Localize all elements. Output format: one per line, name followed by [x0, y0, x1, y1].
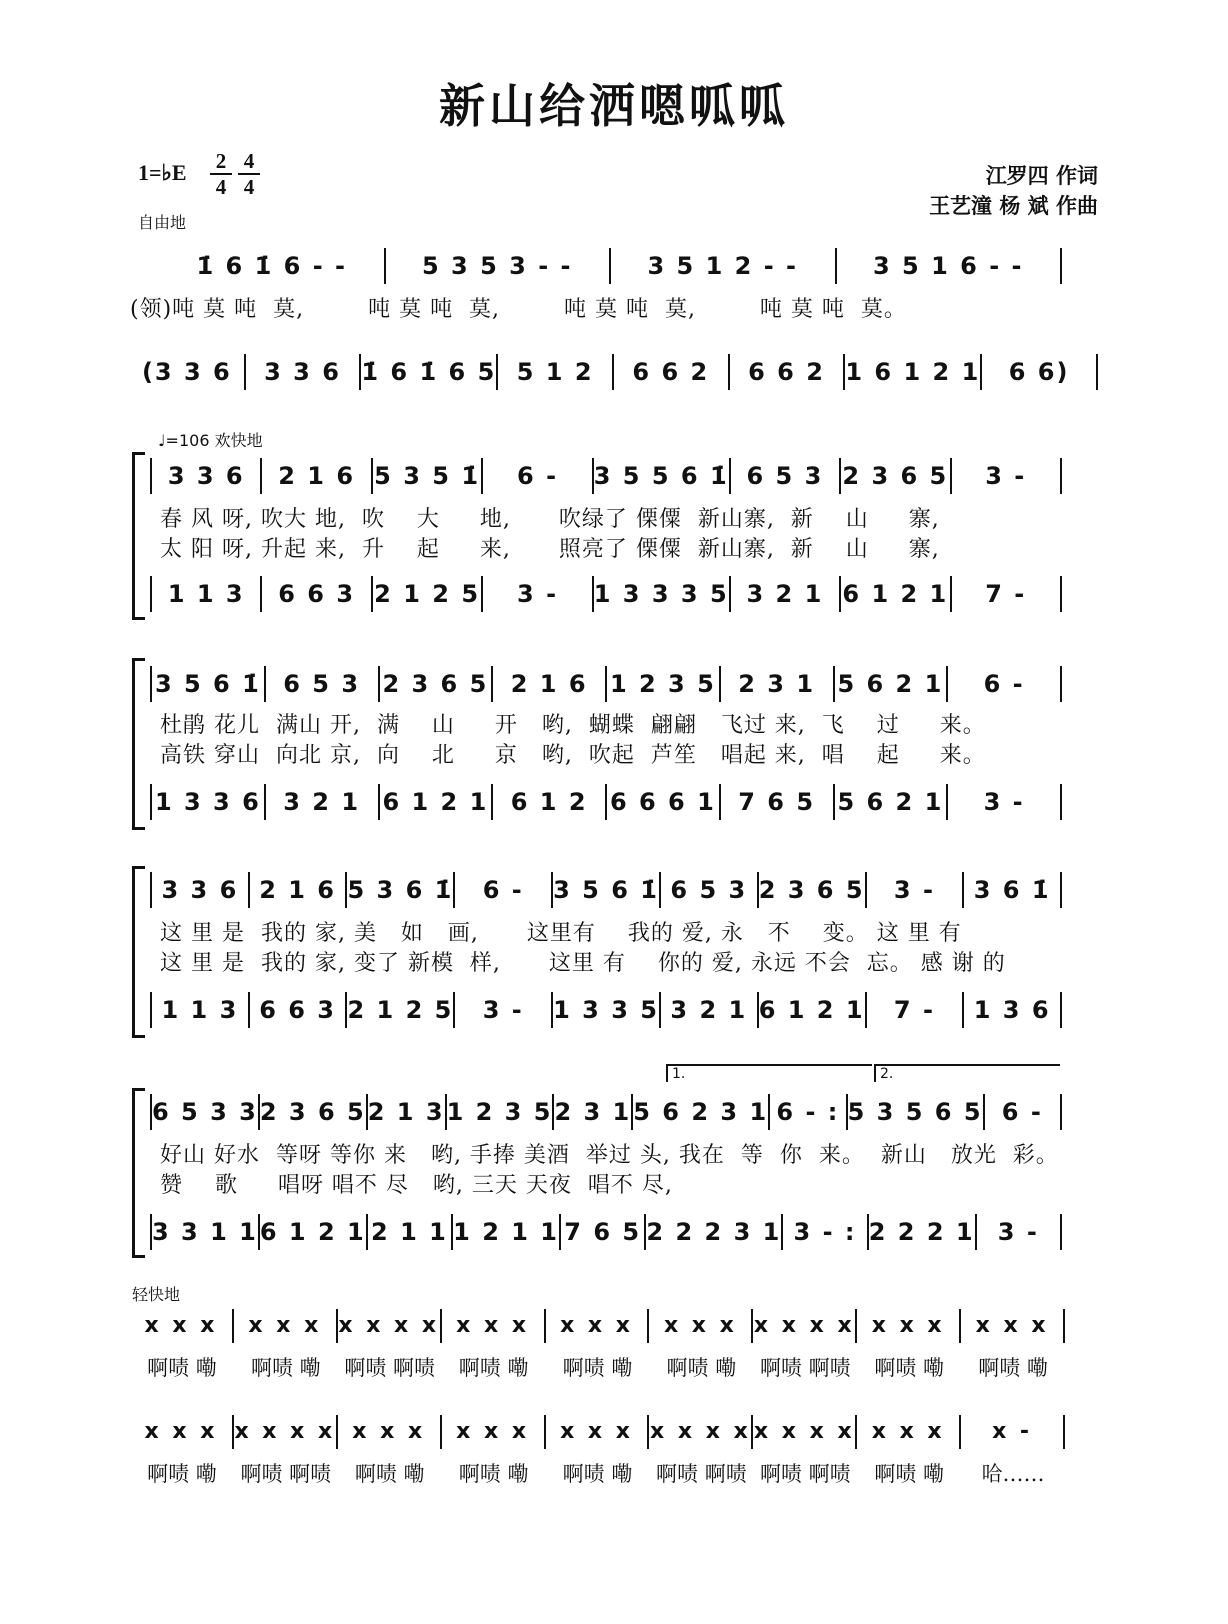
- measure: 3 3 6: [150, 458, 262, 494]
- measure: x x x x: [649, 1415, 753, 1449]
- lyric-syllables: 啊啧 嘞: [458, 1356, 529, 1380]
- measure: x x x: [857, 1415, 961, 1449]
- measure: 1 2 1 1: [453, 1214, 561, 1250]
- key-signature: 1=♭E: [138, 160, 187, 185]
- measure: x x x: [857, 1309, 961, 1343]
- measure: x x x x: [753, 1309, 857, 1343]
- measure: 7 6 5: [721, 784, 835, 820]
- system-bracket: [132, 866, 145, 1038]
- lyric-syllables: 啊啧 啊啧: [240, 1462, 332, 1486]
- lyric-syllables: 啊啧 嘞: [562, 1462, 633, 1486]
- measure: 3 3 6: [246, 354, 362, 390]
- harmony-staff: [150, 1212, 1062, 1252]
- measure: 1̇ 6 1̇ 6 - -: [160, 248, 386, 284]
- composer-credit: 王艺潼 杨 斌 作曲: [929, 194, 1098, 218]
- measure: 5 3 5 6 5: [848, 1094, 985, 1130]
- measure: x x x: [234, 1309, 338, 1343]
- measure: 6 5 3 3: [150, 1094, 260, 1130]
- measure: 3 5 1 2 - -: [611, 248, 837, 284]
- measure: 3 -: [977, 1214, 1062, 1250]
- measure: x x x: [338, 1415, 442, 1449]
- measure: 7 -: [952, 576, 1062, 612]
- measure: 3 2 1: [661, 992, 759, 1028]
- measure: x x x: [442, 1415, 546, 1449]
- lyricist-credit: 江罗四 作词: [985, 164, 1098, 188]
- measure: 2 1 6: [493, 666, 607, 702]
- melody-staff: [150, 1092, 1062, 1132]
- lyric-line-1: 好山 好水 等呀 等你 来 哟, 手捧 美酒 举过 头, 我在 等 你 来。 新山 放光 彩。: [160, 1143, 1059, 1168]
- measure: 6 -: [948, 666, 1062, 702]
- lyric-syllables: 啊啧 嘞: [874, 1462, 945, 1486]
- measure: 2 2 2 1: [869, 1214, 977, 1250]
- measure: x x x x: [753, 1415, 857, 1449]
- measure: 5 3 5 1̇: [373, 458, 483, 494]
- rhythm-staff: [130, 1412, 1065, 1452]
- measure: 1 1 3: [150, 576, 262, 612]
- lyric-syllables: 啊啧 啊啧: [656, 1462, 747, 1486]
- lyric-syllables: 啊啧 嘞: [250, 1356, 321, 1380]
- rhythm-staff: [130, 1306, 1065, 1346]
- lyric-line-2: 这 里 是 我的 家, 变了 新模 样, 这里 有 你的 爱, 永远 不会 忘。 感 谢 的: [160, 951, 1006, 976]
- measure: 3 5 6 1̇: [150, 666, 266, 702]
- measure: 1 3 3 6: [150, 784, 266, 820]
- melody-staff: [150, 870, 1062, 910]
- measure: 6 -: [985, 1094, 1062, 1130]
- measure: 3 2 1: [731, 576, 841, 612]
- measure: 3 -: [455, 992, 553, 1028]
- measure: x x x: [546, 1415, 650, 1449]
- tempo-marking-main: ♩=106 欢快地: [158, 431, 263, 450]
- time-signature-2-4: 2 4: [210, 150, 232, 198]
- measure: 5 1 2: [498, 354, 614, 390]
- measure: 3 -: [483, 576, 593, 612]
- measure: 2 2 2 3 1: [646, 1214, 783, 1250]
- lyric-syllables: 哈……: [981, 1462, 1045, 1486]
- lyric-line-2: 赞 歌 唱呀 唱不 尽 哟, 三天 天夜 唱不 尽,: [160, 1173, 673, 1198]
- measure: 6 -: [483, 458, 593, 494]
- measure: 6 6 6 1: [607, 784, 721, 820]
- measure: 3 -: [867, 872, 965, 908]
- melody-staff: [150, 456, 1062, 496]
- lyric-line-1: 春 风 呀, 吹大 地, 吹 大 地, 吹绿了 傈僳 新山寨, 新 山 寨,: [160, 507, 940, 532]
- measure: x x x: [649, 1309, 753, 1343]
- measure: 2 3 6 5: [380, 666, 494, 702]
- measure: (3 3 6: [130, 354, 246, 390]
- lyric-syllables: 啊啧 嘞: [666, 1356, 737, 1380]
- measure: 3 -: [952, 458, 1062, 494]
- measure: 6 6 2: [730, 354, 846, 390]
- measure: 2 1 2 5: [373, 576, 483, 612]
- measure: 6 5 3: [731, 458, 841, 494]
- measure: x x x x: [234, 1415, 338, 1449]
- measure: 1 3 3 3 5: [594, 576, 731, 612]
- lyric-line-1: 这 里 是 我的 家, 美 如 画, 这里有 我的 爱, 永 不 变。 这 里 有: [160, 921, 962, 946]
- lyric-syllables: 啊啧 嘞: [147, 1356, 217, 1380]
- measure: 6 -: [455, 872, 553, 908]
- volta-second-ending: 2.: [874, 1064, 1060, 1082]
- measure: 2 1 6: [262, 458, 372, 494]
- measure: 1 2 3 5: [607, 666, 721, 702]
- measure: x x x: [546, 1309, 650, 1343]
- tempo-marking-light: 轻快地: [132, 1285, 181, 1304]
- measure: 1̇ 6 1̇ 6 5: [361, 354, 498, 390]
- measure: 6 6): [982, 354, 1098, 390]
- measure: 6 1 2 1: [841, 576, 951, 612]
- tempo-marking-free: 自由地: [138, 213, 187, 232]
- measure: 7 -: [867, 992, 965, 1028]
- lyric-syllables: 啊啧 嘞: [458, 1462, 529, 1486]
- melody-staff: [150, 664, 1062, 704]
- rhythm-lyrics: [130, 1352, 1065, 1382]
- intro-staff: [160, 246, 1062, 286]
- measure: 6 6 3: [262, 576, 372, 612]
- measure: 5 3 6 1̇: [347, 872, 455, 908]
- measure: 6 5 3: [266, 666, 380, 702]
- lyric-line-1: 杜鹃 花儿 满山 开, 满 山 开 哟, 蝴蝶 翩翩 飞过 来, 飞 过 来。: [160, 713, 986, 738]
- measure: 2 1 2 5: [347, 992, 455, 1028]
- interlude-staff: [130, 352, 1098, 392]
- measure: 3 3 1 1: [150, 1214, 260, 1250]
- lyric-syllables: 啊啧 嘞: [562, 1356, 633, 1380]
- measure: 3 3 6: [150, 872, 250, 908]
- measure: 1 3 3 5: [553, 992, 661, 1028]
- measure: 3 5 6 1̇: [553, 872, 661, 908]
- lyric-syllables: 啊啧 啊啧: [759, 1356, 851, 1380]
- system-bracket: [132, 658, 145, 830]
- measure: x x x: [130, 1415, 234, 1449]
- intro-lyrics: (领)吨 莫 吨 莫, 吨 莫 吨 莫, 吨 莫 吨 莫, 吨 莫 吨 莫。: [130, 297, 907, 322]
- measure: 1 1 3: [150, 992, 250, 1028]
- measure: 3 5 5 6 1̇: [594, 458, 731, 494]
- lyric-syllables: 啊啧 嘞: [354, 1462, 425, 1486]
- measure: 2 1 6: [250, 872, 348, 908]
- measure: 6 1 2 1: [260, 1214, 368, 1250]
- measure: 5 3 5 3 - -: [386, 248, 612, 284]
- measure: 7 6 5: [561, 1214, 646, 1250]
- measure: 5 6 2 3 1: [633, 1094, 770, 1130]
- measure: 6 1 2: [493, 784, 607, 820]
- measure: x x x: [130, 1309, 234, 1343]
- time-signature-4-4: 4 4: [238, 150, 260, 198]
- system-bracket: [132, 1088, 145, 1258]
- rhythm-lyrics: [130, 1458, 1065, 1488]
- measure: 6 6 2: [614, 354, 730, 390]
- harmony-staff: [150, 782, 1062, 822]
- measure: 3 2 1: [266, 784, 380, 820]
- measure: 5 6 2 1: [835, 666, 949, 702]
- lyric-syllables: 啊啧 啊啧: [344, 1356, 436, 1380]
- measure: 3 - :: [783, 1214, 868, 1250]
- system-bracket: [132, 452, 145, 620]
- measure: 3 6 1̇: [964, 872, 1062, 908]
- lyric-line-2: 太 阳 呀, 升起 来, 升 起 来, 照亮了 傈僳 新山寨, 新 山 寨,: [160, 537, 940, 562]
- measure: 6 5 3: [661, 872, 759, 908]
- lyric-syllables: 啊啧 嘞: [147, 1462, 217, 1486]
- measure: 6 6 3: [250, 992, 348, 1028]
- measure: 6 1 2 1: [759, 992, 867, 1028]
- measure: 2 3 6 5: [759, 872, 867, 908]
- measure: 1 3 6: [964, 992, 1062, 1028]
- lyric-syllables: 啊啧 嘞: [978, 1356, 1048, 1380]
- measure: 2 3 1: [721, 666, 835, 702]
- song-title: 新山给洒嗯呱呱: [439, 79, 789, 133]
- harmony-staff: [150, 990, 1062, 1030]
- measure: 5 6 2 1: [835, 784, 949, 820]
- measure: x x x: [961, 1309, 1065, 1343]
- measure: 6 - :: [770, 1094, 847, 1130]
- measure: 3 5 1 6 - -: [837, 248, 1063, 284]
- harmony-staff: [150, 574, 1062, 614]
- volta-first-ending: 1.: [666, 1064, 872, 1082]
- measure: x -: [961, 1415, 1065, 1449]
- lyric-syllables: 啊啧 嘞: [874, 1356, 945, 1380]
- measure: 2 1 3: [368, 1094, 447, 1130]
- lyric-line-2: 高铁 穿山 向北 京, 向 北 京 哟, 吹起 芦笙 唱起 来, 唱 起 来。: [160, 743, 986, 768]
- measure: 6 1 2 1: [380, 784, 494, 820]
- measure: 1 2 3 5: [447, 1094, 555, 1130]
- measure: 1 6 1 2 1: [845, 354, 982, 390]
- measure: 2 3 6 5: [260, 1094, 368, 1130]
- lyric-syllables: 啊啧 啊啧: [759, 1462, 851, 1486]
- measure: x x x: [442, 1309, 546, 1343]
- measure: 2 3 1: [554, 1094, 633, 1130]
- measure: x x x x: [338, 1309, 442, 1343]
- measure: 2 3 6 5: [841, 458, 951, 494]
- measure: 2 1 1: [368, 1214, 453, 1250]
- measure: 3 -: [948, 784, 1062, 820]
